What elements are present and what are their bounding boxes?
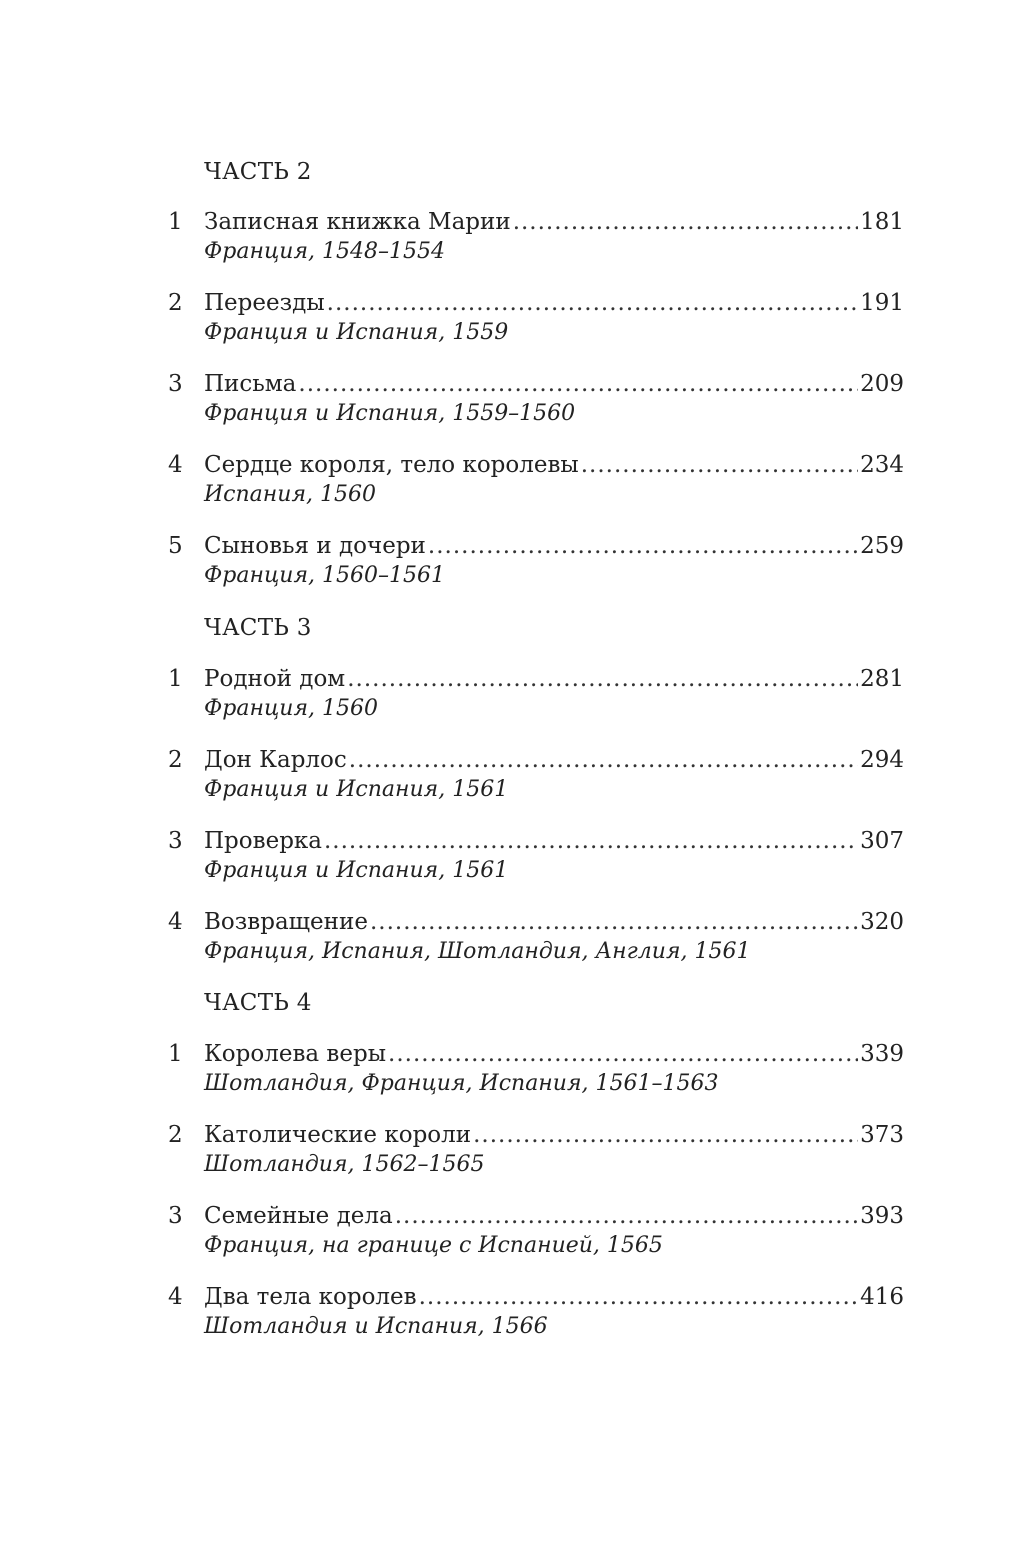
dot-leader [513, 207, 858, 237]
chapter-title: Записная книжка Марии [204, 209, 511, 235]
chapter-number: 1 [168, 666, 183, 692]
chapter-number: 4 [168, 909, 183, 935]
dot-leader [298, 369, 858, 399]
chapter-line [204, 1201, 904, 1231]
dot-leader [581, 450, 858, 480]
chapter-subtitle: Испания, 1560 [204, 482, 376, 507]
chapter-title: Семейные дела [204, 1203, 393, 1229]
chapter-subtitle: Франция, на границе с Испанией, 1565 [204, 1233, 663, 1258]
chapter-subtitle: Шотландия, 1562–1565 [204, 1152, 485, 1177]
chapter-title: Сердце короля, тело королевы [204, 452, 579, 478]
chapter-subtitle: Франция, 1548–1554 [204, 239, 446, 264]
toc-entry[interactable] [0, 664, 1024, 726]
toc-entry[interactable] [0, 207, 1024, 269]
chapter-line [204, 288, 904, 318]
toc-entry[interactable] [0, 369, 1024, 431]
chapter-number: 3 [168, 1203, 183, 1229]
toc-entry[interactable] [0, 531, 1024, 593]
chapter-line [204, 664, 904, 694]
dot-leader [349, 745, 858, 775]
part-heading: ЧАСТЬ 4 [204, 990, 312, 1016]
toc-entry[interactable] [0, 288, 1024, 350]
toc-entry[interactable] [0, 826, 1024, 888]
page-number: 320 [860, 909, 904, 935]
chapter-number: 2 [168, 747, 183, 773]
chapter-line [204, 1282, 904, 1312]
page-number: 209 [860, 371, 904, 397]
chapter-title: Родной дом [204, 666, 346, 692]
chapter-number: 3 [168, 828, 183, 854]
chapter-title: Дон Карлос [204, 747, 347, 773]
chapter-line [204, 450, 904, 480]
page-number: 307 [860, 828, 904, 854]
chapter-line [204, 1039, 904, 1069]
dot-leader [428, 531, 858, 561]
chapter-number: 4 [168, 1284, 183, 1310]
chapter-number: 1 [168, 1041, 183, 1067]
dot-leader [388, 1039, 858, 1069]
chapter-subtitle: Франция и Испания, 1561 [204, 777, 509, 802]
page-number: 281 [860, 666, 904, 692]
toc-entry[interactable] [0, 1039, 1024, 1101]
part-heading: ЧАСТЬ 3 [204, 615, 312, 641]
chapter-subtitle: Шотландия и Испания, 1566 [204, 1314, 548, 1339]
page-number: 373 [860, 1122, 904, 1148]
chapter-line [204, 826, 904, 856]
toc-entry[interactable] [0, 450, 1024, 512]
chapter-subtitle: Шотландия, Франция, Испания, 1561–1563 [204, 1071, 719, 1096]
dot-leader [327, 288, 858, 318]
chapter-subtitle: Франция, 1560 [204, 696, 379, 721]
dot-leader [395, 1201, 858, 1231]
chapter-subtitle: Франция и Испания, 1561 [204, 858, 509, 883]
part-heading: ЧАСТЬ 2 [204, 159, 312, 185]
page-number: 416 [860, 1284, 904, 1310]
chapter-line [204, 907, 904, 937]
chapter-number: 1 [168, 209, 183, 235]
chapter-number: 2 [168, 1122, 183, 1148]
toc-entry[interactable] [0, 907, 1024, 969]
page-number: 259 [860, 533, 904, 559]
chapter-line [204, 207, 904, 237]
chapter-line [204, 369, 904, 399]
chapter-title: Два тела королев [204, 1284, 417, 1310]
chapter-line [204, 1120, 904, 1150]
chapter-title: Возвращение [204, 909, 368, 935]
chapter-title: Проверка [204, 828, 322, 854]
chapter-title: Сыновья и дочери [204, 533, 426, 559]
chapter-subtitle: Франция и Испания, 1559–1560 [204, 401, 576, 426]
dot-leader [347, 664, 858, 694]
chapter-number: 4 [168, 452, 183, 478]
chapter-title: Переезды [204, 290, 325, 316]
toc-entry[interactable] [0, 1120, 1024, 1182]
dot-leader [370, 907, 858, 937]
chapter-subtitle: Франция, Испания, Шотландия, Англия, 1561 [204, 939, 751, 964]
page-number: 191 [860, 290, 904, 316]
chapter-title: Королева веры [204, 1041, 387, 1067]
chapter-number: 5 [168, 533, 183, 559]
page-number: 393 [860, 1203, 904, 1229]
dot-leader [324, 826, 858, 856]
dot-leader [419, 1282, 858, 1312]
chapter-title: Католические короли [204, 1122, 472, 1148]
toc-entry[interactable] [0, 1201, 1024, 1263]
chapter-title: Письма [204, 371, 297, 397]
chapter-subtitle: Франция, 1560–1561 [204, 563, 446, 588]
chapter-line [204, 745, 904, 775]
dot-leader [473, 1120, 858, 1150]
page-number: 181 [860, 209, 904, 235]
page-number: 294 [860, 747, 904, 773]
chapter-number: 3 [168, 371, 183, 397]
toc-entry[interactable] [0, 1282, 1024, 1344]
chapter-subtitle: Франция и Испания, 1559 [204, 320, 509, 345]
chapter-number: 2 [168, 290, 183, 316]
page-number: 234 [860, 452, 904, 478]
toc-entry[interactable] [0, 745, 1024, 807]
chapter-line [204, 531, 904, 561]
page-number: 339 [860, 1041, 904, 1067]
